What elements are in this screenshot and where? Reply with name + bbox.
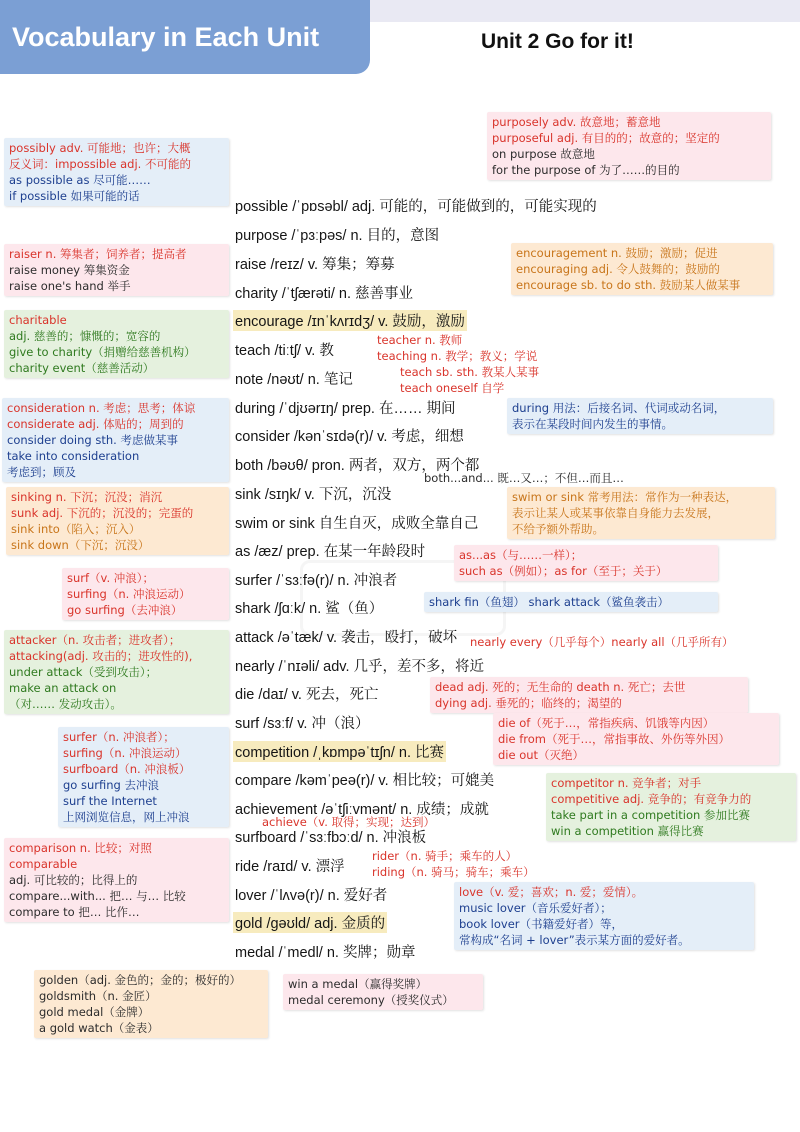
note-achieve: achieve（v. 取得；实现；达到） [262, 815, 436, 829]
word-entry: surfer /ˈsɜːfə(r)/ n. 冲浪者 [235, 573, 398, 589]
note-sinking: sinking n. 下沉；沉没；消沉 sunk adj. 下沉的；沉没的；完蛋的 sink into（陷入；沉入） sink down（下沉；沉没） [6, 487, 229, 555]
word-entry: sink /sɪŋk/ v. 下沉，沉没 [235, 487, 392, 503]
word-entry: shark /ʃɑːk/ n. 鲨（鱼） [235, 601, 384, 617]
word-entry-highlighted: competition /ˌkɒmpəˈtɪʃn/ n. 比赛 [233, 741, 446, 762]
word-entry: ride /raɪd/ v. 漂浮 [235, 859, 345, 875]
word-entry-highlighted: encourage /ɪnˈkʌrɪdʒ/ v. 鼓励，激励 [233, 310, 467, 331]
note-possibly: possibly adv. 可能地；也许；大概 反义词：impossible adj. 不可能的 as possible as 尽可能…… if possible 如果可能的话 [4, 138, 229, 206]
word-entry: surf /sɜːf/ v. 冲（浪） [235, 716, 370, 732]
note-swim-usage: swim or sink 常考用法：常作为一种表达， 表示让某人或某事依靠自身能力去发展， 不给予额外帮助。 [507, 487, 775, 539]
word-entry: during /ˈdjʊərɪŋ/ prep. 在…… 期间 [235, 401, 456, 417]
header-stripe [370, 0, 800, 22]
unit-title: Unit 2 Go for it! [481, 30, 634, 53]
word-entry: compare /kəmˈpeə(r)/ v. 相比较；可媲美 [235, 773, 495, 789]
word-entry: lover /ˈlʌvə(r)/ n. 爱好者 [235, 888, 388, 904]
note-encouragement: encouragement n. 鼓励；激励；促进 encouraging adj. 令人鼓舞的；鼓励的 encourage sb. to do sth. 鼓励某人做某事 [511, 243, 773, 295]
word-entry: achievement /əˈtʃiːvmənt/ n. 成绩；成就 [235, 802, 489, 818]
word-entry: possible /ˈpɒsəbl/ adj. 可能的，可能做到的，可能实现的 [235, 199, 597, 215]
word-entry: surfboard /ˈsɜːfbɔːd/ n. 冲浪板 [235, 830, 427, 846]
note-teach-phrases: teach sb. sth. 教某人某事 teach oneself 自学 [400, 365, 540, 395]
word-entry-highlighted: gold /ɡəʊld/ adj. 金质的 [233, 912, 387, 933]
note-die-of: die of（死于…，常指疾病、饥饿等内因） die from（死于…，常指事故、外伤等外因） die out（灭绝） [493, 713, 779, 765]
note-golden: golden（adj. 金色的；金的；极好的） goldsmith（n. 金匠） gold medal（金牌） a gold watch（金表） [34, 970, 268, 1038]
note-teacher: teacher n. 教师 teaching n. 教学；教义；学说 [377, 333, 538, 363]
note-surfer: surfer（n. 冲浪者）； surfing（n. 冲浪运动） surfboard（n. 冲浪板） go surfing 去冲浪 surf the Internet 上网浏览信息，网上冲浪 [58, 727, 229, 827]
note-charitable: charitable adj. 慈善的；慷慨的；宽容的 give to charity（捐赠给慈善机构） charity event（慈善活动） [4, 310, 229, 378]
note-comparison: comparison n. 比较；对照 comparable adj. 可比较的；比得上的 compare...with... 把… 与… 比较 compare to 把… 比作… [4, 838, 229, 922]
note-both-phrase: both...and... 既…又…；不但…而且… [424, 471, 624, 485]
word-entry: note /nəʊt/ n. 笔记 [235, 372, 353, 388]
note-raiser: raiser n. 筹集者；饲养者；提高者 raise money 筹集资金 raise one's hand 举手 [4, 244, 229, 296]
word-entry: medal /ˈmedl/ n. 奖牌；勋章 [235, 945, 416, 961]
note-during-usage: during 用法：后接名词、代词或动名词， 表示在某段时间内发生的事情。 [507, 398, 773, 434]
word-entry: both /bəʊθ/ pron. 两者，双方，两个都 [235, 458, 480, 474]
word-entry: teach /tiːtʃ/ v. 教 [235, 343, 334, 359]
page-title: Vocabulary in Each Unit [12, 22, 320, 52]
note-nearly-every: nearly every（几乎每个）nearly all（几乎所有） [470, 635, 734, 649]
note-as-as: as...as（与……一样）； such as（例如）；as for（至于；关于） [454, 545, 718, 581]
word-entry: charity /ˈtʃærəti/ n. 慈善事业 [235, 286, 414, 302]
word-entry: raise /reɪz/ v. 筹集；筹募 [235, 257, 395, 273]
note-shark-phrase: shark fin（鱼翅） shark attack（鲨鱼袭击） [424, 592, 718, 612]
word-entry: as /æz/ prep. 在某一年龄段时 [235, 544, 426, 560]
note-surf-noun: surf（v. 冲浪）； surfing（n. 冲浪运动） go surfing（去冲浪） [62, 568, 229, 620]
note-consideration: consideration n. 考虑；思考；体谅 considerate adj. 体贴的；周到的 consider doing sth. 考虑做某事 take into consideration 考虑到；顾及 [2, 398, 229, 482]
word-entry: purpose /ˈpɜːpəs/ n. 目的，意图 [235, 228, 440, 244]
word-entry: swim or sink 自生自灭，成败全靠自己 [235, 516, 479, 532]
word-entry: consider /kənˈsɪdə(r)/ v. 考虑，细想 [235, 429, 464, 445]
note-attacker: attacker（n. 攻击者；进攻者）； attacking(adj. 攻击的；进攻性的), under attack（受到攻击）； make an attack on （对…… 发动攻击）。 [4, 630, 229, 714]
word-entry: die /daɪ/ v. 死去，死亡 [235, 687, 379, 703]
note-purposely: purposely adv. 故意地；蓄意地 purposeful adj. 有目的的；故意的；坚定的 on purpose 故意地 for the purpose of 为了……的目的 [487, 112, 771, 180]
note-dead: dead adj. 死的；无生命的 death n. 死亡；去世 dying adj. 垂死的；临终的；渴望的 [430, 677, 748, 713]
word-entry: attack /əˈtæk/ v. 袭击，殴打，破坏 [235, 630, 458, 646]
note-rider: rider（n. 骑手；乘车的人） riding（n. 骑马；骑车；乘车） [372, 849, 535, 879]
note-competitor: competitor n. 竞争者；对手 competitive adj. 竞争的；有竞争力的 take part in a competition 参加比赛 win a competition 赢得比赛 [546, 773, 796, 841]
word-entry: nearly /ˈnɪəli/ adv. 几乎，差不多，将近 [235, 659, 485, 675]
note-love: love（v. 爱；喜欢；n. 爱；爱情）。 music lover（音乐爱好者）； book lover（书籍爱好者）等， 常构成“名词 + lover”表示某方面的爱好者。 [454, 882, 754, 950]
note-win-medal: win a medal（赢得奖牌） medal ceremony（授奖仪式） [283, 974, 483, 1010]
